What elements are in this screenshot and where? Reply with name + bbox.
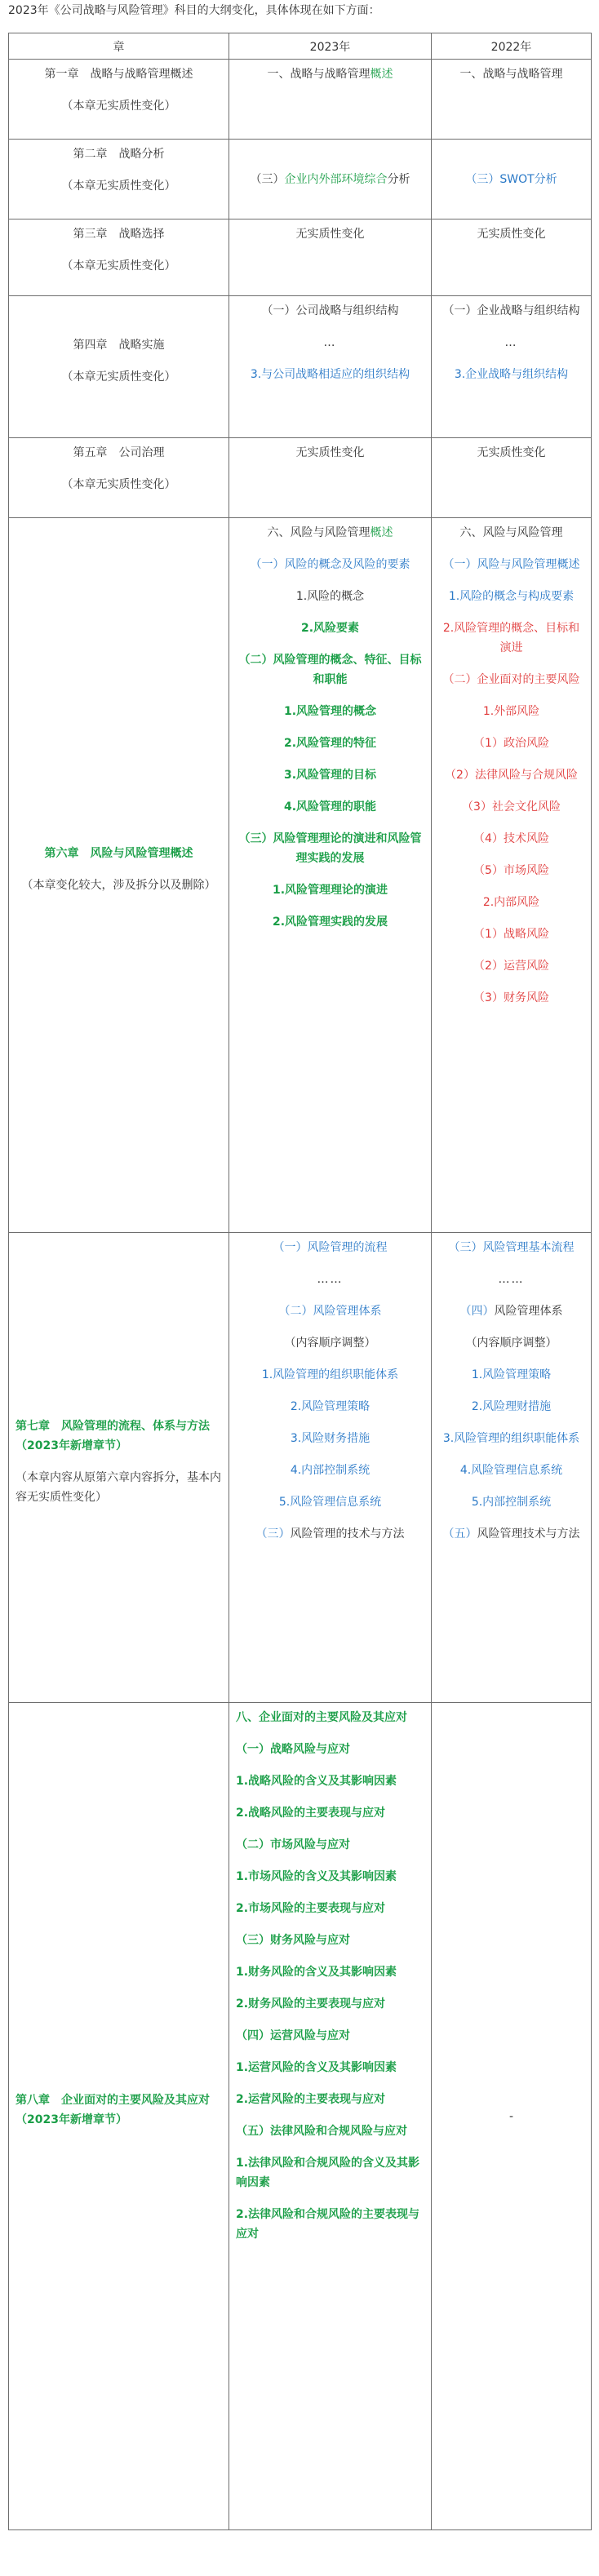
text-2023: 无实质性变化 [295, 228, 365, 241]
chapter-note: （本章内容从原第六章内容拆分，基本内容无实质性变化） [16, 1470, 221, 1504]
cell-2022 [432, 60, 592, 140]
text-2022: … [504, 336, 518, 349]
text-2023: （三） [250, 172, 285, 186]
text-2023-new: 1.法律风险和合规风险的含义及其影响因素 [236, 2157, 420, 2189]
text-2023-changed: 3.与公司战略相适应的组织结构 [250, 368, 410, 381]
text-2022: 无实质性变化 [477, 228, 546, 241]
text-2023-new: 3.风险管理的目标 [283, 769, 377, 782]
text-2023: …… [317, 1273, 344, 1286]
text-2022-deleted: （5）市场风险 [473, 864, 549, 877]
cell-2022 [432, 140, 592, 219]
text-2022: 无实质性变化 [477, 446, 546, 459]
text-2023-new: （二）市场风险与应对 [236, 1838, 350, 1851]
text-2022-deleted: （3）社会文化风险 [462, 800, 561, 814]
cell-2023 [229, 518, 432, 1233]
text-2023-changed: 2.风险管理策略 [290, 1400, 370, 1413]
chapter-cell [9, 140, 229, 219]
cell-2022 [432, 438, 592, 518]
text-2022: 风险管理体系 [494, 1305, 563, 1318]
text-2022-deleted: （1）战略风险 [473, 928, 549, 941]
text-2023: 1.风险的概念 [295, 590, 365, 603]
chapter-note: （本章无实质性变化） [61, 259, 176, 273]
table-row [9, 1233, 592, 1703]
chapter-title: 第七章 风险管理的流程、体系与方法（2023年新增章节） [16, 1419, 210, 1452]
text-2022: 六、风险与风险管理 [459, 526, 563, 539]
text-2022-deleted: （4）技术风险 [473, 832, 549, 845]
header-chapter: 章 [9, 33, 229, 60]
text-2022: （三）风险管理 [448, 1241, 529, 1254]
text-2023-changed: 5.风险管理信息系统 [278, 1496, 382, 1509]
text-2023-changed: 概述 [370, 526, 393, 539]
text-2022-deleted: （2）运营风险 [473, 960, 549, 973]
text-2022-deleted: 2.风险管理的概念、目标和演进 [442, 622, 580, 654]
text-2023-changed: 1.风险管理的组织职能体系 [261, 1368, 399, 1381]
chapter-title: 第三章 战略选择 [73, 228, 165, 241]
text-2022-changed: 3.风险管理的组织职能体系 [442, 1432, 580, 1445]
cell-2023 [229, 1233, 432, 1703]
chapter-cell [9, 296, 229, 438]
text-2023-changed: 3.风险财务措施 [290, 1432, 370, 1445]
chapter-title: 第一章 战略与战略管理概述 [44, 68, 193, 81]
text-2022-changed: 1.风险管理策略 [471, 1368, 552, 1381]
chapter-note: （本章无实质性变化） [61, 370, 176, 384]
text-2023-new: （四）运营风险与应对 [236, 2029, 350, 2042]
chapter-note: （本章无实质性变化） [61, 100, 176, 113]
text-2022: - [508, 2109, 514, 2123]
text-2023: （一）公司战略与组织结构 [261, 304, 399, 317]
table-row [9, 296, 592, 438]
text-2022-changed: （四） [459, 1305, 495, 1318]
chapter-title: 第八章 企业面对的主要风险及其应对（2023年新增章节） [16, 2094, 210, 2126]
text-2023-new: （三）财务风险与应对 [236, 1934, 350, 1947]
text-2022: 一、战略与战略管理 [459, 68, 563, 81]
text-2022-changed: （五） [442, 1527, 477, 1541]
chapter-cell [9, 1233, 229, 1703]
cell-2023 [229, 1703, 432, 2530]
text-2023: 无实质性变化 [295, 446, 365, 459]
text-2023-new: 2.市场风险的主要表现与应对 [236, 1902, 386, 1915]
text-2023-new: （二）风险管理的概念、特征、目标和职能 [238, 654, 422, 686]
text-2023: （二）风险管理体系 [278, 1305, 382, 1318]
header-2022: 2022年 [432, 33, 592, 60]
chapter-cell [9, 1703, 229, 2530]
table-row [9, 518, 592, 1233]
text-2023-new: 2.战略风险的主要表现与应对 [236, 1807, 386, 1820]
chapter-title: 第四章 战略实施 [73, 338, 165, 352]
text-2022-changed: 4.风险管理信息系统 [459, 1464, 563, 1477]
text-2023: 分析 [387, 172, 410, 186]
chapter-title: 第五章 公司治理 [73, 446, 165, 459]
table-row [9, 219, 592, 296]
text-2023-new: 4.风险管理的职能 [283, 800, 377, 814]
text-2023-new: 2.风险管理的特征 [283, 737, 377, 750]
text-2022-changed: 基本流程 [528, 1241, 575, 1254]
text-2022-deleted: 2.内部风险 [482, 896, 540, 909]
text-2023-changed: 概述 [370, 68, 393, 81]
text-2022-changed: （一）风险与风险管理概述 [442, 558, 580, 571]
text-2023: （内容顺序调整） [284, 1337, 376, 1350]
text-2023-new: 2.风险管理实践的发展 [272, 916, 388, 929]
text-2022-changed: 3.企业战略与组织结构 [454, 368, 569, 381]
text-2023-new: 1.运营风险的含义及其影响因素 [236, 2061, 397, 2074]
header-2023: 2023年 [229, 33, 432, 60]
text-2022-deleted: （二）企业面对的主要风险 [442, 673, 580, 686]
text-2022-deleted: （3）财务风险 [473, 991, 549, 1004]
cell-2023 [229, 219, 432, 296]
text-2023-changed: 企业内外部环境综合 [284, 172, 388, 186]
table-row [9, 1703, 592, 2530]
cell-2022 [432, 1233, 592, 1703]
cell-2023 [229, 60, 432, 140]
chapter-cell [9, 219, 229, 296]
chapter-title: 第二章 战略分析 [73, 148, 165, 161]
text-2022-deleted: （1）政治风险 [473, 737, 549, 750]
text-2022-changed: 5.内部控制系统 [471, 1496, 552, 1509]
text-2023-changed: 流程 [364, 1241, 388, 1254]
cell-2023 [229, 438, 432, 518]
cell-2023 [229, 140, 432, 219]
text-2023-new: 2.财务风险的主要表现与应对 [236, 1997, 386, 2011]
text-2023-new: 1.市场风险的含义及其影响因素 [236, 1870, 397, 1883]
cell-2022 [432, 518, 592, 1233]
text-2023-new: 1.战略风险的含义及其影响因素 [236, 1775, 397, 1788]
chapter-cell [9, 518, 229, 1233]
text-2023-changed: （三） [255, 1527, 291, 1541]
chapter-cell [9, 438, 229, 518]
table-row [9, 438, 592, 518]
text-2023-new: 1.风险管理的概念 [283, 705, 377, 718]
text-2022: …… [498, 1273, 525, 1286]
comparison-table [8, 33, 592, 2530]
table-row [9, 140, 592, 219]
text-2023-new: （五）法律风险和合规风险与应对 [236, 2125, 407, 2138]
cell-2022 [432, 296, 592, 438]
text-2022-deleted: （2）法律风险与合规风险 [445, 769, 578, 782]
text-2023: （一）风险管理的 [273, 1241, 365, 1254]
intro-text: 2023年《公司战略与风险管理》科目的大纲变化，具体体现在如下方面： [8, 4, 380, 17]
text-2023: 六、风险与风险管理 [267, 526, 370, 539]
chapter-note: （本章变化较大，涉及拆分以及删除） [21, 878, 216, 892]
text-2023-changed: 4.内部控制系统 [290, 1464, 370, 1477]
chapter-title: 第六章 风险与风险管理概述 [44, 846, 193, 860]
table-header-row [9, 33, 592, 60]
text-2022: 风险管理技术与方法 [477, 1527, 580, 1541]
cell-2023 [229, 296, 432, 438]
text-2022: （一）企业战略与组织结构 [442, 304, 580, 317]
chapter-note: （本章无实质性变化） [61, 180, 176, 193]
text-2023-new: 1.风险管理理论的演进 [272, 884, 388, 897]
text-2023-new: （三）风险管理理论的演进和风险管理实践的发展 [238, 832, 422, 865]
text-2023-new: 2.风险要素 [300, 622, 360, 635]
text-2023: 风险管理的技术与方法 [290, 1527, 405, 1541]
table-row [9, 60, 592, 140]
text-2023-changed: （一）风险的概念及风险的要素 [250, 558, 410, 571]
text-2023: 一、战略与战略管理 [267, 68, 370, 81]
cell-2022 [432, 1703, 592, 2530]
chapter-note: （本章无实质性变化） [61, 478, 176, 491]
text-2023-new: 2.运营风险的主要表现与应对 [236, 2093, 386, 2106]
text-2023-new: 1.财务风险的含义及其影响因素 [236, 1966, 397, 1979]
text-2023-new: 八、企业面对的主要风险及其应对 [236, 1711, 407, 1724]
text-2023: … [323, 336, 337, 349]
text-2022-changed: 1.风险的概念与构成要素 [448, 590, 575, 603]
chapter-cell [9, 60, 229, 140]
text-2022-changed: 2.风险理财措施 [471, 1400, 552, 1413]
cell-2022 [432, 219, 592, 296]
text-2022: （内容顺序调整） [465, 1337, 557, 1350]
text-2022-changed: （三）SWOT分析 [465, 172, 557, 186]
text-2023-new: 2.法律风险和合规风险的主要表现与应对 [236, 2208, 420, 2241]
text-2022-deleted: 1.外部风险 [482, 705, 540, 718]
text-2023-new: （一）战略风险与应对 [236, 1743, 350, 1756]
